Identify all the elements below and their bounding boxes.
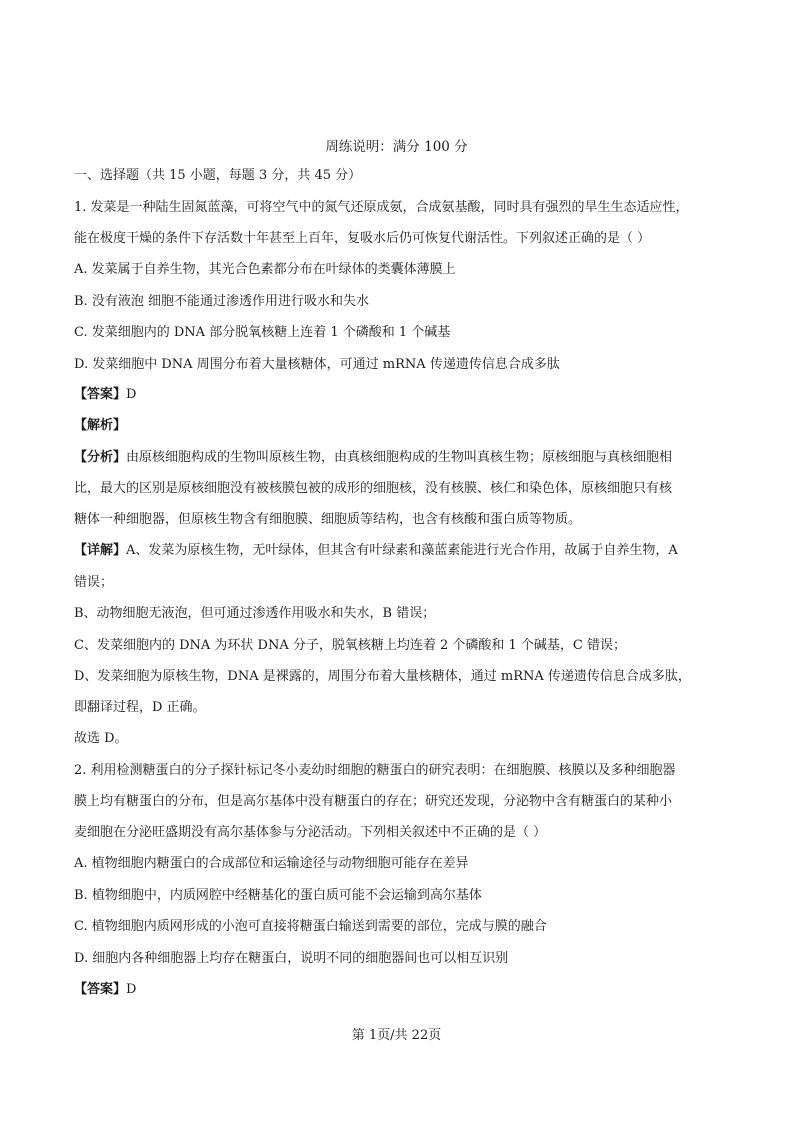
answer-tag: 【答案】 xyxy=(74,982,127,997)
fenxi-tag: 【分析】 xyxy=(74,450,127,465)
q2-option-c: C. 植物细胞内质网形成的小泡可直接将糖蛋白输送到需要的部位，完成与膜的融合 xyxy=(74,919,547,934)
q1-answer xyxy=(74,385,136,405)
q2-stem-line-1: 2. 利用检测糖蛋白的分子探针标记冬小麦幼时细胞的糖蛋白的研究表明：在细胞膜、核膜以及多种细胞器 xyxy=(74,763,676,778)
q2-option-a: A. 植物细胞内糖蛋白的合成部位和运输途径与动物细胞可能存在差异 xyxy=(74,856,469,871)
q1-xiangjie-line-2: 错误； xyxy=(74,575,114,590)
section-heading: 一、选择题（共 15 小题，每题 3 分，共 45 分） xyxy=(74,168,362,183)
q2-answer xyxy=(74,980,136,1000)
q1-stem-line-1: 1. 发菜是一种陆生固氮蓝藻，可将空气中的氮气还原成氨，合成氨基酸，同时具有强烈的旱生生态适应性， xyxy=(74,200,689,215)
answer-value: D xyxy=(126,982,137,997)
analysis-tag: 【解析】 xyxy=(74,418,127,433)
q2-stem-line-3: 麦细胞在分泌旺盛期没有高尔基体参与分泌活动。下列相关叙述中不正确的是（ ） xyxy=(74,825,547,840)
xiangjie-tag: 【详解】 xyxy=(74,543,127,558)
answer-tag: 【答案】 xyxy=(74,387,127,402)
page-footer: 第 1页/共 22页 xyxy=(351,1028,442,1043)
q1-xiangjie-line-1 xyxy=(74,541,678,561)
fenxi-text-1: 由原核细胞构成的生物叫原核生物，由真核细胞构成的生物叫真核生物；原核细胞与真核细胞相 xyxy=(126,450,673,465)
q1-xiangjie-line-5: D、发菜细胞为原核生物，DNA 是裸露的，周围分布着大量核糖体，通过 mRNA 传递遗传信息合成多肽， xyxy=(74,669,691,684)
q1-option-d: D. 发菜细胞中 DNA 周围分布着大量核糖体，可通过 mRNA 传递遗传信息合成多肽 xyxy=(74,357,560,372)
q1-option-c: C. 发菜细胞内的 DNA 部分脱氧核糖上连着 1 个磷酸和 1 个碱基 xyxy=(74,325,451,340)
q2-option-d: D. 细胞内各种细胞器上均存在糖蛋白，说明不同的细胞器间也可以相互识别 xyxy=(74,951,509,966)
q1-analysis-tag xyxy=(74,416,126,436)
xiangjie-text-1: A、发菜为原核生物，无叶绿体，但其含有叶绿素和藻蓝素能进行光合作用，故属于自养生物，A xyxy=(126,543,678,558)
q2-option-b: B. 植物细胞中，内质网腔中经糖基化的蛋白质可能不会运输到高尔基体 xyxy=(74,888,482,903)
q1-fenxi-line-1 xyxy=(74,448,672,468)
q1-fenxi-line-2: 比，最大的区别是原核细胞没有被核膜包被的成形的细胞核，没有核膜、核仁和染色体，原核细胞只有核 xyxy=(74,481,673,496)
q1-xiangjie-line-3: B、动物细胞无液泡，但可通过渗透作用吸水和失水，B 错误； xyxy=(74,606,436,621)
q1-option-a: A. 发菜属于自养生物，其光合色素都分布在叶绿体的类囊体薄膜上 xyxy=(74,262,456,277)
answer-value: D xyxy=(126,387,137,402)
page-title: 周练说明：满分 100 分 xyxy=(325,139,468,155)
q1-fenxi-line-3: 糖体一种细胞器，但原核生物含有细胞膜、细胞质等结构，也含有核酸和蛋白质等物质。 xyxy=(74,512,582,527)
q1-conclusion: 故选 D。 xyxy=(74,731,128,746)
q2-stem-line-2: 膜上均有糖蛋白的分布，但是高尔基体中没有糖蛋白的存在；研究还发现，分泌物中含有糖蛋白的某种小 xyxy=(74,794,673,809)
q1-xiangjie-line-4: C、发菜细胞内的 DNA 为环状 DNA 分子，脱氧核糖上均连着 2 个磷酸和 1 个碱基，C 错误； xyxy=(74,638,626,653)
q1-option-b: B. 没有液泡 细胞不能通过渗透作用进行吸水和失水 xyxy=(74,294,369,309)
q1-stem-line-2: 能在极度干燥的条件下存活数十年甚至上百年，复吸水后仍可恢复代谢活性。下列叙述正确的是（ ） xyxy=(74,231,651,246)
q1-xiangjie-line-6: 即翻译过程，D 正确。 xyxy=(74,700,206,715)
